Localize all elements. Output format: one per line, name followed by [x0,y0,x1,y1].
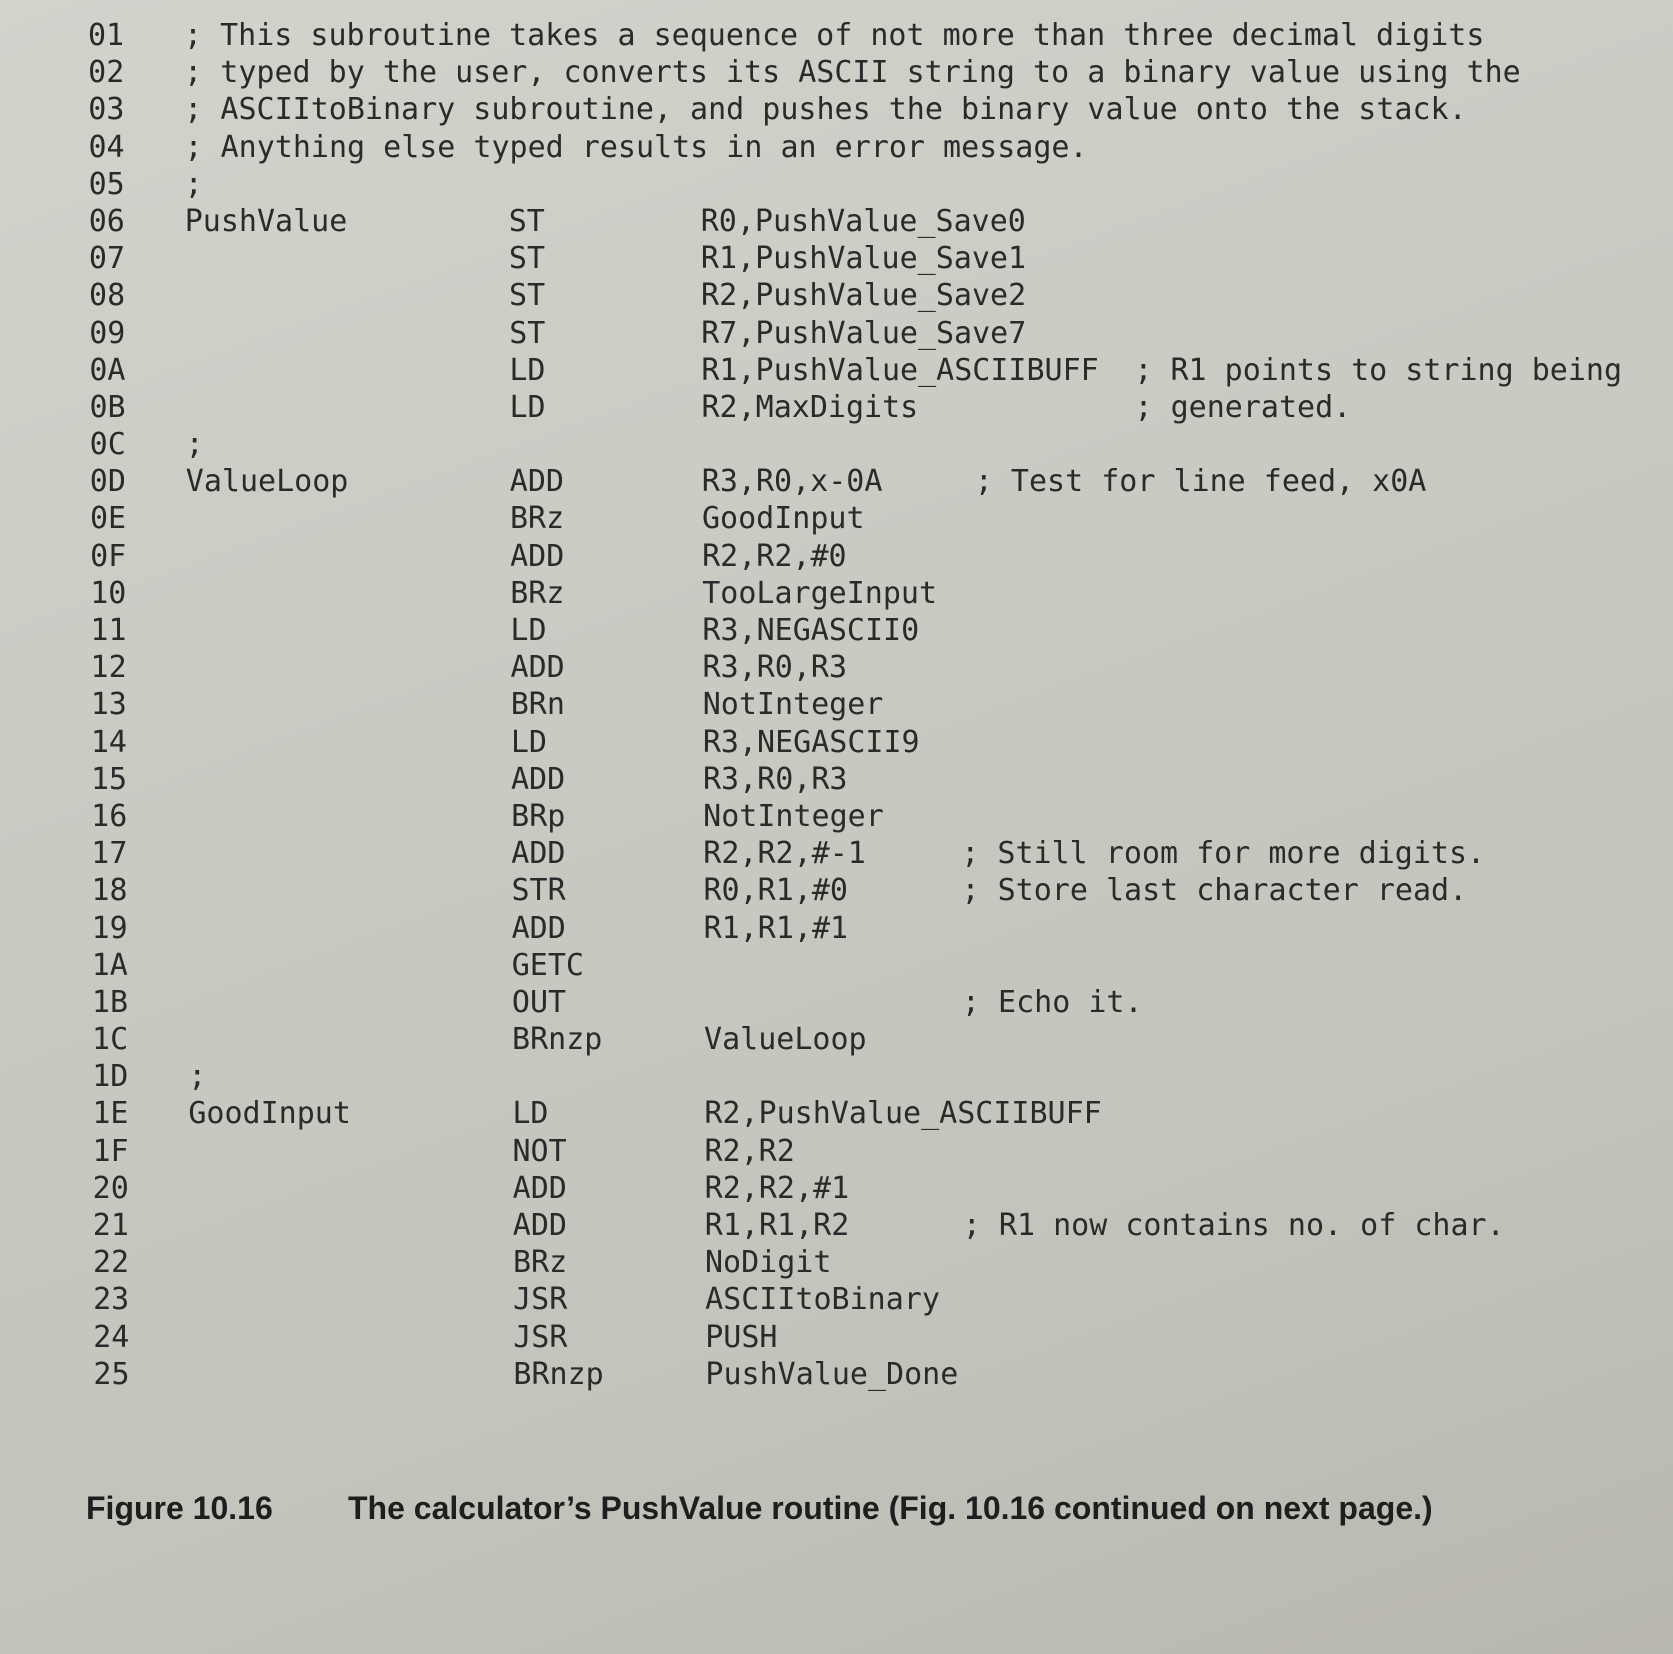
code-line [91,873,1651,910]
comment-text: ; typed by the user, converts its ASCII string to a binary value using the [184,55,1521,91]
operands: NoDigit [704,1245,832,1281]
code-line [90,427,1650,464]
code-line [92,911,1652,948]
line-number: 16 [91,798,128,834]
line-number: 22 [92,1245,130,1281]
caption-text: The calculator’s PushValue routine (Fig. 10.16 continued on next page.) [348,1490,1433,1526]
code-line [93,1134,1653,1171]
opcode: ST [508,241,546,277]
opcode: ST [508,203,545,239]
code-line [90,539,1650,576]
operands: R2,PushValue_Save2 [701,278,1027,314]
line-number: 08 [89,278,126,314]
code-line [92,1022,1652,1059]
opcode: ADD [511,761,566,797]
operands: R2,R2,#1 [704,1170,850,1206]
line-number: 12 [90,650,127,686]
operands: GoodInput [701,501,865,537]
operands: R1,R1,#1 [703,910,849,946]
operands: R1,R1,R2 [704,1208,850,1243]
opcode: LD [510,724,547,760]
inline-comment: ; Test for line feed, x0A [974,464,1427,500]
opcode: ADD [510,538,565,574]
line-number: 0B [89,389,126,425]
operands: R1,PushValue_Save1 [700,241,1027,277]
opcode: BRz [509,501,565,537]
opcode: LD [512,1096,549,1132]
opcode: NOT [512,1133,567,1169]
comment-text: ; ASCIItoBinary subroutine, and pushes the binary value onto the stack. [184,92,1467,128]
line-number: 0F [90,538,127,574]
opcode: ADD [512,1208,567,1243]
operands: R2,R2,#-1 [703,836,866,872]
line-number: 1B [91,984,129,1020]
code-line [88,92,1648,129]
line-number: 20 [92,1170,129,1206]
operands: R1,PushValue_ASCIIBUFF [701,352,1099,388]
operands: R2,R2 [704,1133,795,1169]
code-line [91,836,1651,873]
inline-comment: ; R1 now contains no. of char. [962,1208,1505,1243]
operands: ValueLoop [704,1022,867,1058]
opcode: STR [511,873,566,909]
opcode: ST [509,315,546,351]
inline-comment: ; generated. [1134,389,1352,425]
label-text: GoodInput [188,1096,351,1132]
operands: PUSH [705,1319,778,1355]
line-number: 1D [92,1059,129,1095]
operands: R2,MaxDigits [701,389,919,425]
code-line [88,55,1648,92]
operands: R3,R0,x-0A [701,464,883,500]
operands: R0,PushValue_Save0 [700,203,1026,239]
code-line [93,1171,1653,1208]
code-line [90,501,1650,538]
code-listing [88,18,1648,1394]
line-number: 23 [93,1282,130,1318]
opcode: ADD [511,836,566,872]
opcode: JSR [513,1319,568,1355]
line-number: 19 [91,910,128,946]
code-line [90,576,1650,613]
code-line [89,353,1649,390]
operands: PushValue_Done [705,1356,959,1392]
opcode: BRnzp [512,1022,603,1058]
line-number: 1F [92,1133,129,1169]
opcode: BRz [510,575,565,611]
code-line [92,1059,1652,1096]
code-line [89,316,1649,353]
line-number: 02 [88,55,125,91]
inline-comment: ; Store last character read. [961,873,1468,909]
comment-text: ; [188,1059,207,1095]
line-number: 04 [88,129,125,165]
code-line [89,167,1649,204]
code-line [92,948,1652,985]
code-line [89,278,1649,315]
code-line [88,130,1648,167]
code-line [93,1245,1653,1282]
operands: R3,R0,R3 [703,761,848,797]
code-line [90,390,1650,427]
code-line [90,613,1650,650]
operands: R0,R1,#0 [703,873,848,909]
comment-text: ; This subroutine takes a sequence of not more than three decimal digits [184,18,1485,53]
line-number: 07 [88,241,126,277]
operands: R2,R2,#0 [702,538,847,574]
code-line [91,725,1651,762]
code-line [93,1320,1653,1357]
opcode: ADD [512,1170,567,1206]
opcode: BRn [510,687,565,723]
line-number: 14 [90,724,127,760]
opcode: ADD [511,910,566,946]
comment-text: ; [185,427,204,463]
line-number: 1C [92,1022,129,1058]
line-number: 0E [89,501,127,537]
opcode: OUT [511,984,567,1020]
operands: R2,PushValue_ASCIIBUFF [704,1096,1102,1132]
code-line [91,650,1651,687]
code-line [91,762,1651,799]
opcode: ADD [510,650,565,686]
line-number: 10 [90,575,127,611]
line-number: 25 [93,1356,130,1392]
code-line [89,204,1649,241]
opcode: LD [509,352,546,388]
code-line [92,1096,1652,1133]
opcode: ST [509,278,546,314]
line-number: 18 [91,873,128,909]
code-line [90,464,1650,501]
line-number: 06 [88,203,125,239]
opcode: GETC [511,947,584,983]
code-line [88,18,1648,55]
operands: R3,NEGASCII0 [702,613,920,648]
line-number: 15 [91,761,128,797]
inline-comment: ; Echo it. [961,984,1143,1020]
opcode: BRp [511,798,566,834]
inline-comment: ; R1 points to string being [1134,352,1623,388]
label-text: PushValue [184,203,348,239]
line-number: 13 [90,687,127,723]
inline-comment: ; Still room for more digits. [961,836,1486,872]
opcode: LD [509,389,546,425]
line-number: 0A [89,352,126,388]
line-number: 0D [89,464,126,500]
comment-text: ; [184,166,203,202]
line-number: 1E [92,1096,129,1132]
opcode: LD [510,613,547,648]
figure-number: Figure 10.16 [86,1490,273,1526]
operands: NotInteger [702,687,884,723]
line-number: 1A [91,947,128,983]
opcode: BRnzp [513,1356,604,1392]
line-number: 05 [88,166,125,202]
line-number: 01 [88,18,125,53]
operands: R3,R0,R3 [702,650,848,686]
line-number: 09 [89,315,126,351]
operands: R7,PushValue_Save7 [701,315,1027,351]
line-number: 03 [88,92,125,128]
code-line [93,1208,1653,1245]
opcode: JSR [513,1282,568,1318]
line-number: 21 [92,1208,129,1243]
line-number: 0C [89,427,126,463]
line-number: 17 [91,836,128,872]
operands: ASCIItoBinary [705,1282,940,1318]
operands: TooLargeInput [702,575,938,611]
line-number: 24 [93,1319,130,1355]
comment-text: ; Anything else typed results in an error message. [184,129,1088,165]
opcode: ADD [509,464,564,500]
operands: NotInteger [703,798,884,834]
code-line [89,241,1649,278]
code-line [91,687,1651,724]
line-number: 11 [90,613,127,648]
code-line [93,1357,1653,1394]
code-line [91,799,1651,836]
operands: R3,NEGASCII9 [702,724,920,760]
opcode: BRz [512,1245,568,1281]
label-text: ValueLoop [185,464,349,500]
code-line [92,985,1652,1022]
code-line [93,1282,1653,1319]
